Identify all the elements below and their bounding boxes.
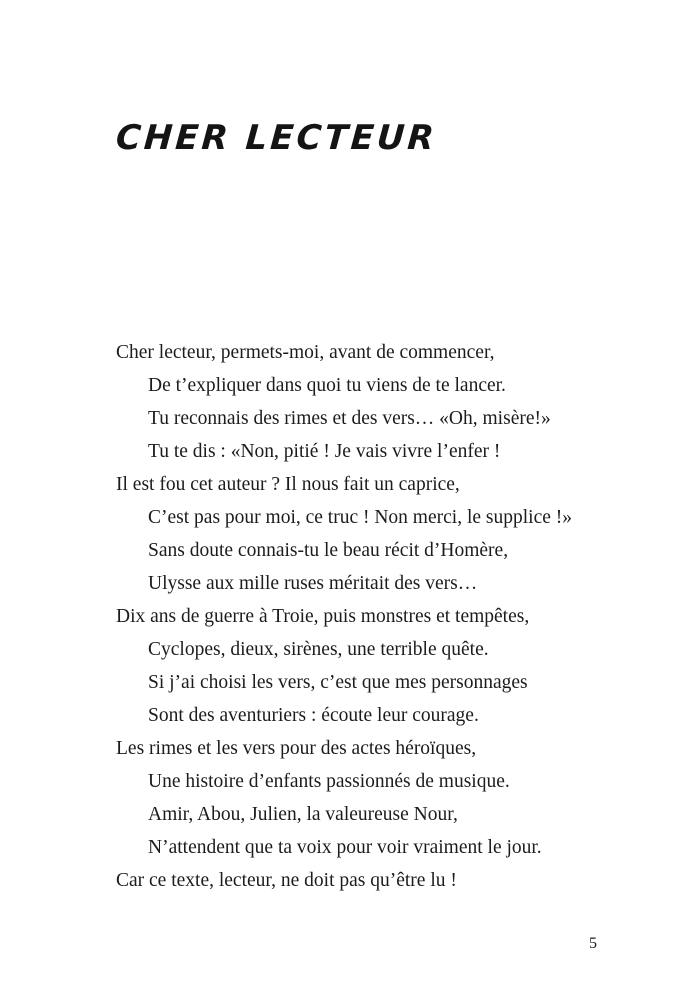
poem-line: Tu reconnais des rimes et des vers… «Oh, misère!» (148, 408, 551, 429)
poem-line: Tu te dis : «Non, pitié ! Je vais vivre l’enfer ! (148, 441, 501, 462)
poem-line: Si j’ai choisi les vers, c’est que mes personnages (148, 672, 528, 693)
poem-line: C’est pas pour moi, ce truc ! Non merci, le supplice !» (148, 507, 573, 528)
poem-line: Car ce texte, lecteur, ne doit pas qu’être lu ! (116, 870, 457, 891)
poem-line: Une histoire d’enfants passionnés de musique. (148, 771, 510, 792)
poem-line: Cyclopes, dieux, sirènes, une terrible quête. (148, 639, 489, 660)
page-number: 5 (589, 935, 597, 952)
poem (116, 336, 626, 897)
poem-line: Cher lecteur, permets-moi, avant de commencer, (116, 342, 495, 363)
poem-line: Dix ans de guerre à Troie, puis monstres et tempêtes, (116, 606, 530, 627)
page-title: CHER LECTEUR (114, 118, 439, 158)
poem-line: Il est fou cet auteur ? Il nous fait un caprice, (116, 474, 460, 495)
poem-line: Les rimes et les vers pour des actes héroïques, (116, 738, 477, 759)
poem-line: Ulysse aux mille ruses méritait des vers… (148, 573, 478, 594)
poem-line: Amir, Abou, Julien, la valeureuse Nour, (148, 804, 458, 825)
poem-line: N’attendent que ta voix pour voir vraiment le jour. (148, 837, 542, 858)
poem-line: Sans doute connais-tu le beau récit d’Homère, (148, 540, 509, 561)
poem-line: Sont des aventuriers : écoute leur courage. (148, 705, 479, 726)
poem-line: De t’expliquer dans quoi tu viens de te lancer. (148, 375, 506, 396)
